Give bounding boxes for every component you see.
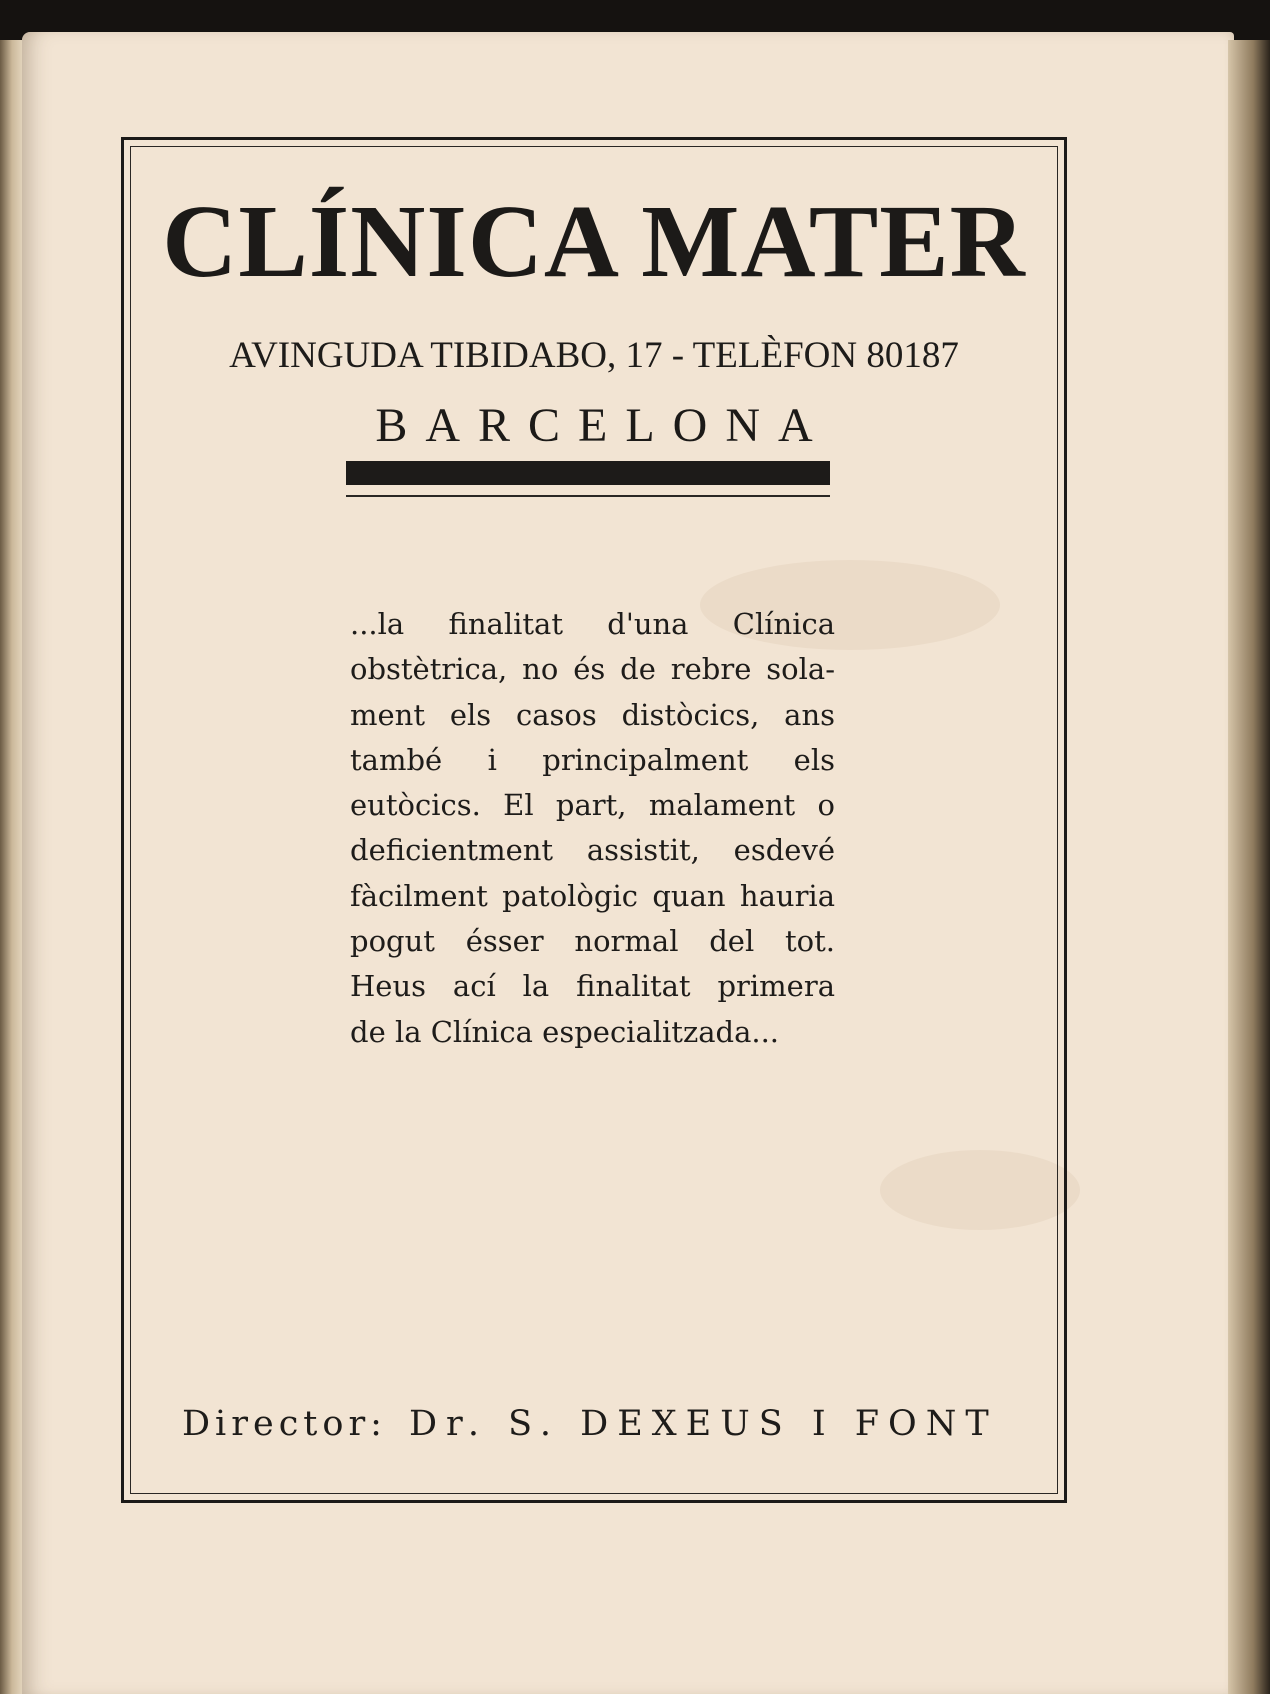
director-label: Director: — [182, 1404, 387, 1444]
ad-body-text — [350, 602, 835, 1055]
thick-rule — [346, 461, 830, 485]
body-line: fàcilment patològic quan hauria — [350, 878, 835, 913]
body-line: de la Clínica especialitzada... — [350, 1014, 780, 1049]
director-line — [182, 1400, 1022, 1448]
body-line: Heus ací la finalitat primera — [350, 969, 835, 1004]
page-right-edge — [1228, 40, 1270, 1694]
clinic-city: BARCELONA — [375, 399, 831, 452]
body-line: també i principalment els — [350, 742, 835, 777]
clinic-address: AVINGUDA TIBIDABO, 17 - TELÈFON 80187 — [229, 335, 959, 376]
body-line: ment els casos distòcics, ans — [350, 697, 835, 732]
thin-rule — [346, 495, 830, 497]
clinic-title: CLÍNICA MATER — [162, 184, 1026, 299]
body-line: ...la finalitat d'una Clínica — [350, 607, 835, 641]
body-line: eutòcics. El part, malament o — [350, 788, 835, 823]
body-line: pogut ésser normal del tot. — [350, 924, 835, 959]
body-line: obstètrica, no és de rebre sola- — [350, 652, 835, 687]
body-line: deficientment assistit, esdevé — [350, 833, 835, 868]
director-name: Dr. S. DEXEUS I FONT — [408, 1404, 998, 1444]
